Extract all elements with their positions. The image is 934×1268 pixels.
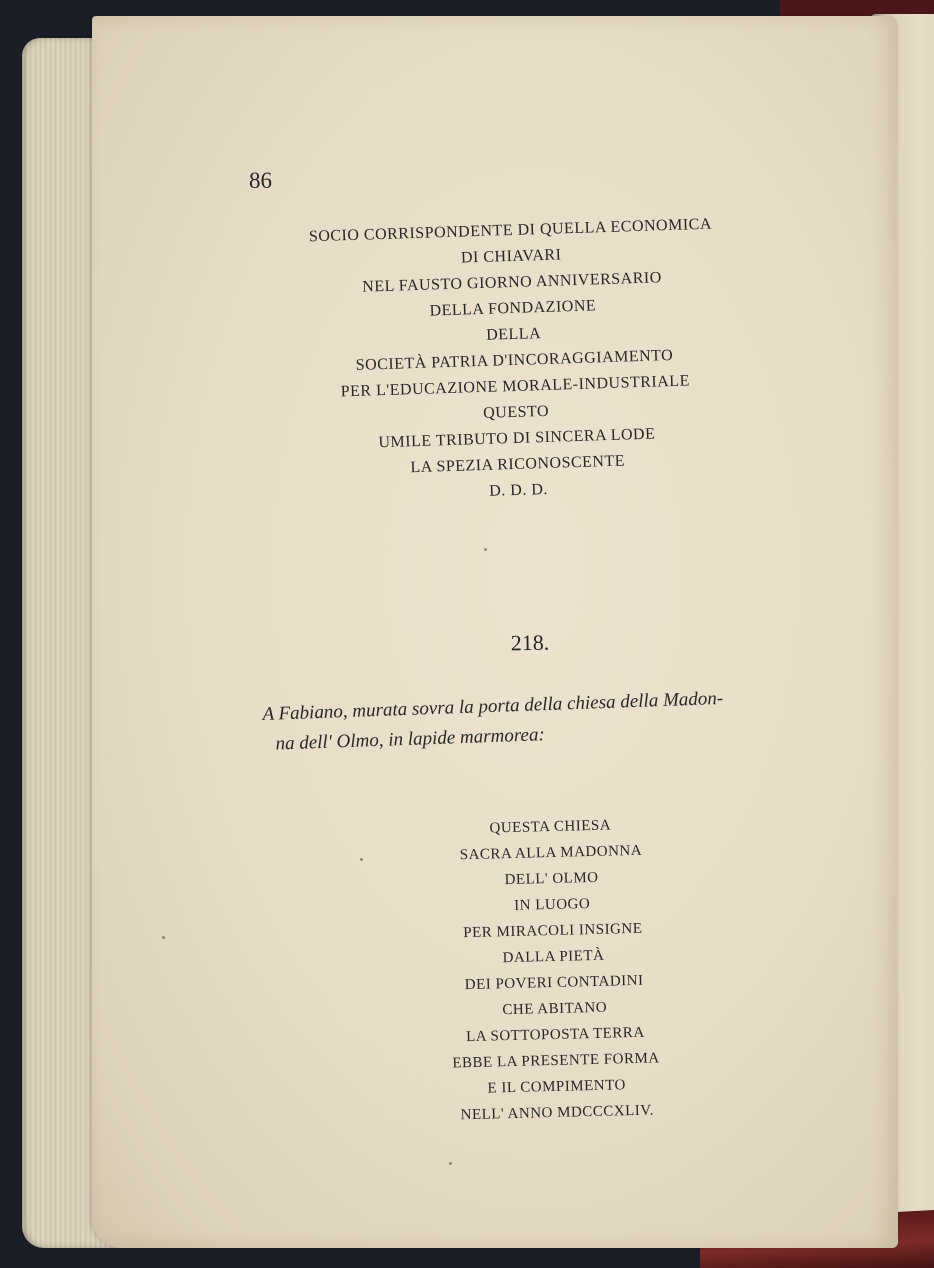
inscription-line: DELL' OLMO [504,869,599,889]
inscription-line: CHE ABITANO [502,999,608,1019]
inscription-line: NELL' ANNO MDCCCXLIV. [460,1102,655,1124]
inscription-line: PER MIRACOLI INSIGNE [463,920,643,942]
inscription-line: IN LUOGO [513,896,591,914]
intro-line: na dell' Olmo, in lapide marmorea: [275,724,546,755]
inscription-line: SOCIETÀ PATRIA D'INCORAGGIAMENTO [355,346,674,374]
inscription-line: D. D. D. [488,480,549,500]
paper-speck [484,548,487,551]
paper-speck [449,1162,452,1165]
inscription-line: NEL FAUSTO GIORNO ANNIVERSARIO [362,269,663,296]
inscription-line: SOCIO CORRISPONDENTE DI QUELLA ECONOMICA [308,215,713,246]
entry-number: 218. [510,629,550,656]
inscription-line: LA SPEZIA RICONOSCENTE [410,452,626,477]
page-number: 86 [249,168,272,193]
inscription-line: DALLA PIETÀ [502,947,605,967]
inscription-line: E IL COMPIMENTO [487,1077,627,1097]
church-inscription [410,811,698,1130]
inscription-line: QUESTA CHIESA [489,817,612,837]
dedication-inscription [290,211,739,511]
inscription-line: PER L'EDUCAZIONE MORALE-INDUSTRIALE [340,372,691,401]
inscription-line: DELLA [485,325,542,344]
inscription-line: DELLA FONDAZIONE [429,297,597,320]
intro-line: A Fabiano, murata sovra la porta della chiesa della Madon- [262,687,724,725]
paper-speck [360,858,363,861]
inscription-line: DEI POVERI CONTADINI [464,972,644,994]
entry-intro [262,680,824,760]
inscription-line: DI CHIAVARI [460,246,562,267]
inscription-line: QUESTO [482,402,550,422]
inscription-line: EBBE LA PRESENTE FORMA [452,1050,660,1072]
inscription-line: LA SOTTOPOSTA TERRA [465,1024,645,1046]
paper-speck [162,936,165,939]
inscription-line: UMILE TRIBUTO DI SINCERA LODE [378,425,656,452]
inscription-line: SACRA ALLA MADONNA [459,842,643,864]
